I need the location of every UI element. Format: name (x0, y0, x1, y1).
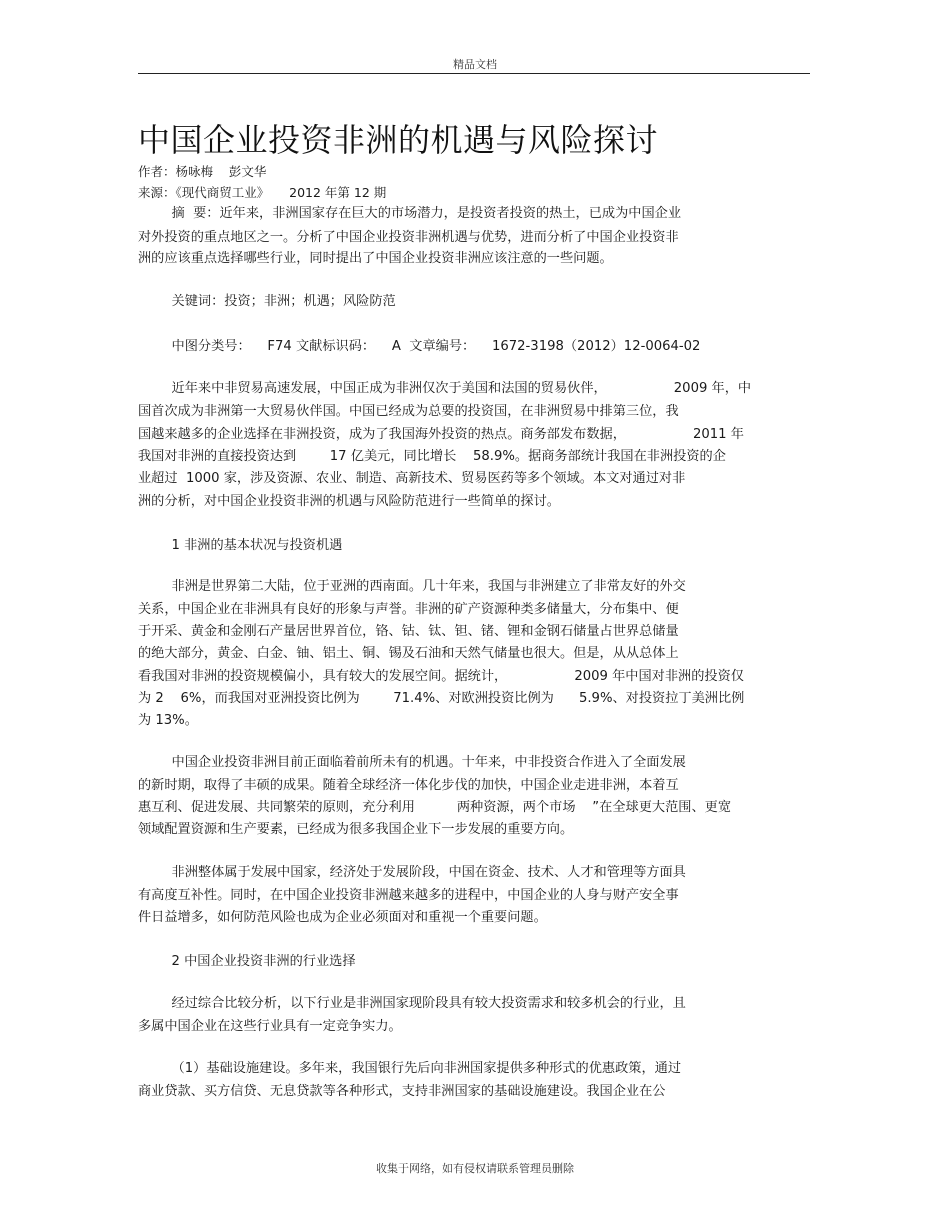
section-heading: 1 非洲的基本状况与投资机遇 (138, 538, 343, 553)
intro-line: 我国对非洲的直接投资达到 17 亿美元，同比增长 58.9%。据商务部统计我国在非洲投资的企 (138, 449, 726, 464)
body-line: 件日益增多，如何防范风险也成为企业必须面对和重视一个重要问题。 (138, 910, 547, 925)
article-title: 中国企业投资非洲的机遇与风险探讨 (138, 121, 659, 159)
body-line: 中国企业投资非洲目前正面临着前所未有的机遇。十年来，中非投资合作进入了全面发展 (138, 755, 686, 770)
section-heading: 2 中国企业投资非洲的行业选择 (138, 954, 356, 969)
body-line: 非洲整体属于发展中国家，经济处于发展阶段，中国在资金、技术、人才和管理等方面具 (138, 865, 686, 880)
body-line: 为 13%。 (138, 713, 198, 728)
page-footer-label: 收集于网络，如有侵权请联系管理员删除 (376, 1162, 574, 1175)
body-line: 领域配置资源和生产要素，已经成为很多我国企业下一步发展的重要方向。 (138, 822, 574, 837)
intro-line: 国越来越多的企业选择在非洲投资，成为了我国海外投资的热点。商务部发布数据， 2011 年 (138, 427, 744, 442)
body-line: 关系，中国企业在非洲具有良好的形象与声誉。非洲的矿产资源种类多储量大，分布集中、便 (138, 602, 679, 617)
body-line: 非洲是世界第二大陆，位于亚洲的西南面。几十年来，我国与非洲建立了非常友好的外交 (138, 579, 686, 594)
abstract-line: 摘 要：近年来，非洲国家存在巨大的市场潜力，是投资者投资的热土，已成为中国企业 (138, 206, 682, 221)
abstract-line: 洲的应该重点选择哪些行业，同时提出了中国企业投资非洲应该注意的一些问题。 (138, 251, 613, 266)
body-line: 经过综合比较分析，以下行业是非洲国家现阶段具有较大投资需求和较多机会的行业，且 (138, 996, 686, 1011)
classification-line: 中图分类号： F74 文献标识码： A 文章编号： 1672-3198（2012）12-0064-02 (138, 339, 701, 354)
body-line: 的绝大部分，黄金、白金、铀、铝土、铜、锡及石油和天然气储量也很大。但是，从从总体上 (138, 646, 679, 661)
abstract-line: 对外投资的重点地区之一。分析了中国企业投资非洲机遇与优势，进而分析了中国企业投资非 (138, 230, 679, 245)
intro-line: 业超过 1000 家，涉及资源、农业、制造、高新技术、贸易医药等多个领域。本文对通过对非 (138, 471, 686, 486)
intro-line: 近年来中非贸易高速发展，中国正成为非洲仅次于美国和法国的贸易伙伴， 2009 年，中 (138, 381, 752, 396)
keywords-line: 关键词：投资；非洲；机遇；风险防范 (138, 294, 396, 309)
body-line: 于开采、黄金和金刚石产量居世界首位，铬、钴、钛、钽、锗、锂和金钢石储量占世界总储量 (138, 624, 679, 639)
body-line: 商业贷款、买方信贷、无息贷款等各种形式，支持非洲国家的基础设施建设。我国企业在公 (138, 1084, 666, 1099)
page-header-label: 精品文档 (453, 58, 497, 71)
header-rule (138, 73, 810, 74)
intro-line: 国首次成为非洲第一大贸易伙伴国。中国已经成为总要的投资国，在非洲贸易中排第三位，我 (138, 404, 679, 419)
body-line: （1）基础设施建设。多年来，我国银行先后向非洲国家提供多种形式的优惠政策，通过 (138, 1061, 682, 1076)
body-line: 看我国对非洲的投资规模偏小，具有较大的发展空间。据统计， 2009 年中国对非洲的投资仅 (138, 669, 744, 684)
body-line: 有高度互补性。同时，在中国企业投资非洲越来越多的进程中，中国企业的人身与财产安全事 (138, 888, 679, 903)
body-line: 为 2 6%，而我国对亚洲投资比例为 71.4%、对欧洲投资比例为 5.9%、对投资拉丁美洲比例 (138, 691, 745, 706)
intro-line: 洲的分析，对中国企业投资非洲的机遇与风险防范进行一些简单的探讨。 (138, 494, 560, 509)
body-line: 多属中国企业在这些行业具有一定竞争实力。 (138, 1019, 402, 1034)
body-line: 的新时期，取得了丰硕的成果。随着全球经济一体化步伐的加快，中国企业走进非洲，本着互 (138, 778, 679, 793)
author-line: 作者：杨咏梅 彭文华 (138, 164, 267, 179)
body-line: 惠互利、促进发展、共同繁荣的原则，充分利用 两种资源，两个市场 ”在全球更大范围、更宽 (138, 800, 732, 815)
source-line: 来源：《现代商贸工业》 2012 年第 12 期 (138, 185, 387, 200)
